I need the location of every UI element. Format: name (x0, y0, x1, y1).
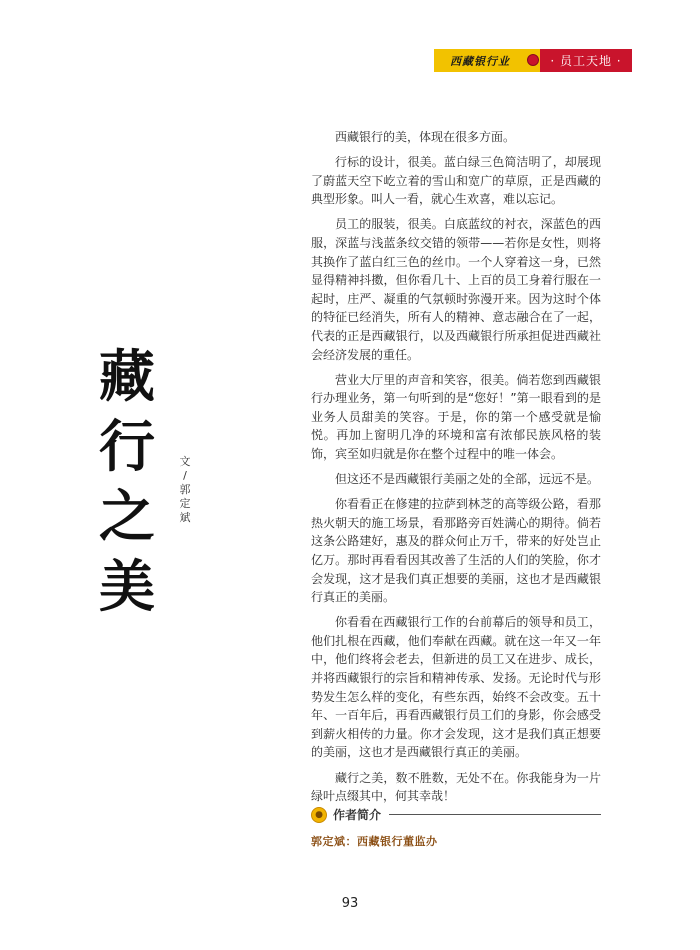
byline-char: 斌 (179, 511, 191, 524)
byline-char: 定 (179, 497, 191, 510)
title-char: 美 (99, 554, 155, 620)
byline-char: 文 (179, 455, 191, 468)
divider (389, 814, 601, 815)
byline-char: 郭 (179, 483, 191, 496)
avatar-icon: ● (311, 807, 327, 823)
brand-logo: 西藏银行业 (434, 49, 526, 72)
title-char: 之 (99, 484, 155, 550)
emblem-icon (526, 49, 540, 72)
paragraph: 但这还不是西藏银行美丽之处的全部，远远不是。 (335, 472, 600, 487)
paragraph: 你看看正在修建的拉萨到林芝的高等级公路，看那热火朝天的施工场景，看那路旁百姓满心的期待。倘若这条公路建好，惠及的群众何止万千，带来的好处岂止亿万。那时再看看因其改善了生活的人们的笑脸，你才会发现，这才是我们真正想要的美丽，这也才是西藏银行真正的美丽。 (311, 497, 601, 605)
paragraph: 你看看在西藏银行工作的台前幕后的领导和员工，他们扎根在西藏，他们奉献在西藏。就在这一年又一年中，他们终将会老去，但新进的员工又在进步、成长，并将西藏银行的宗旨和精神传承、发扬。无论时代与形势发生怎么样的变化，有些东西，始终不会改变。五十年、一百年后，再看西藏银行员工们的身影，你会感受到薪火相传的力量。你才会发现，这才是我们真正想要的美丽，这也才是西藏银行真正的美丽。 (311, 615, 601, 760)
author-intro-header (311, 806, 601, 823)
title-char: 行 (99, 414, 155, 480)
section-label: · 员工天地 · (540, 49, 632, 72)
paragraph: 藏行之美，数不胜数，无处不在。你我能身为一片绿叶点缀其中，何其幸哉！ (311, 770, 601, 804)
paragraph: 西藏银行的美，体现在很多方面。 (335, 130, 516, 144)
page-header (434, 49, 632, 72)
paragraph: 营业大厅里的声音和笑容，很美。倘若您到西藏银行办理业务，第一句听到的是“您好！”第一眼看到的是业务人员甜美的笑容。于是，你的第一个感受就是愉悦。再加上窗明几净的环境和富有浓郁民族风格的装饰，宾至如归就是你在整个过程中的唯一体会。 (311, 372, 601, 461)
article-body (311, 128, 601, 812)
author-intro-text: 郭定斌：西藏银行董监办 (311, 835, 438, 848)
title-char: 藏 (99, 344, 155, 410)
author-intro (311, 806, 601, 849)
paragraph: 行标的设计，很美。蓝白绿三色简洁明了，却展现了蔚蓝天空下屹立着的雪山和宽广的草原，正是西藏的典型形象。叫人一看，就心生欢喜，难以忘记。 (311, 155, 601, 207)
byline-char: / (183, 469, 187, 482)
author-byline (178, 455, 192, 525)
article-title (92, 342, 162, 622)
page-number: 93 (341, 896, 359, 911)
author-intro-heading: 作者简介 (333, 808, 382, 822)
paragraph: 员工的服装，很美。白底蓝纹的衬衣，深蓝色的西服，深蓝与浅蓝条纹交错的领带——若你是女性，则将其换作了蓝白红三色的丝巾。一个人穿着这一身，已然显得精神抖擞，但你看几十、上百的员工身着行服在一起时，庄严、凝重的气氛顿时弥漫开来。因为这时个体的特征已经消失，所有人的精神、意志融合在了一起，代表的正是西藏银行，以及西藏银行所承担促进西藏社会经济发展的重任。 (311, 217, 601, 362)
